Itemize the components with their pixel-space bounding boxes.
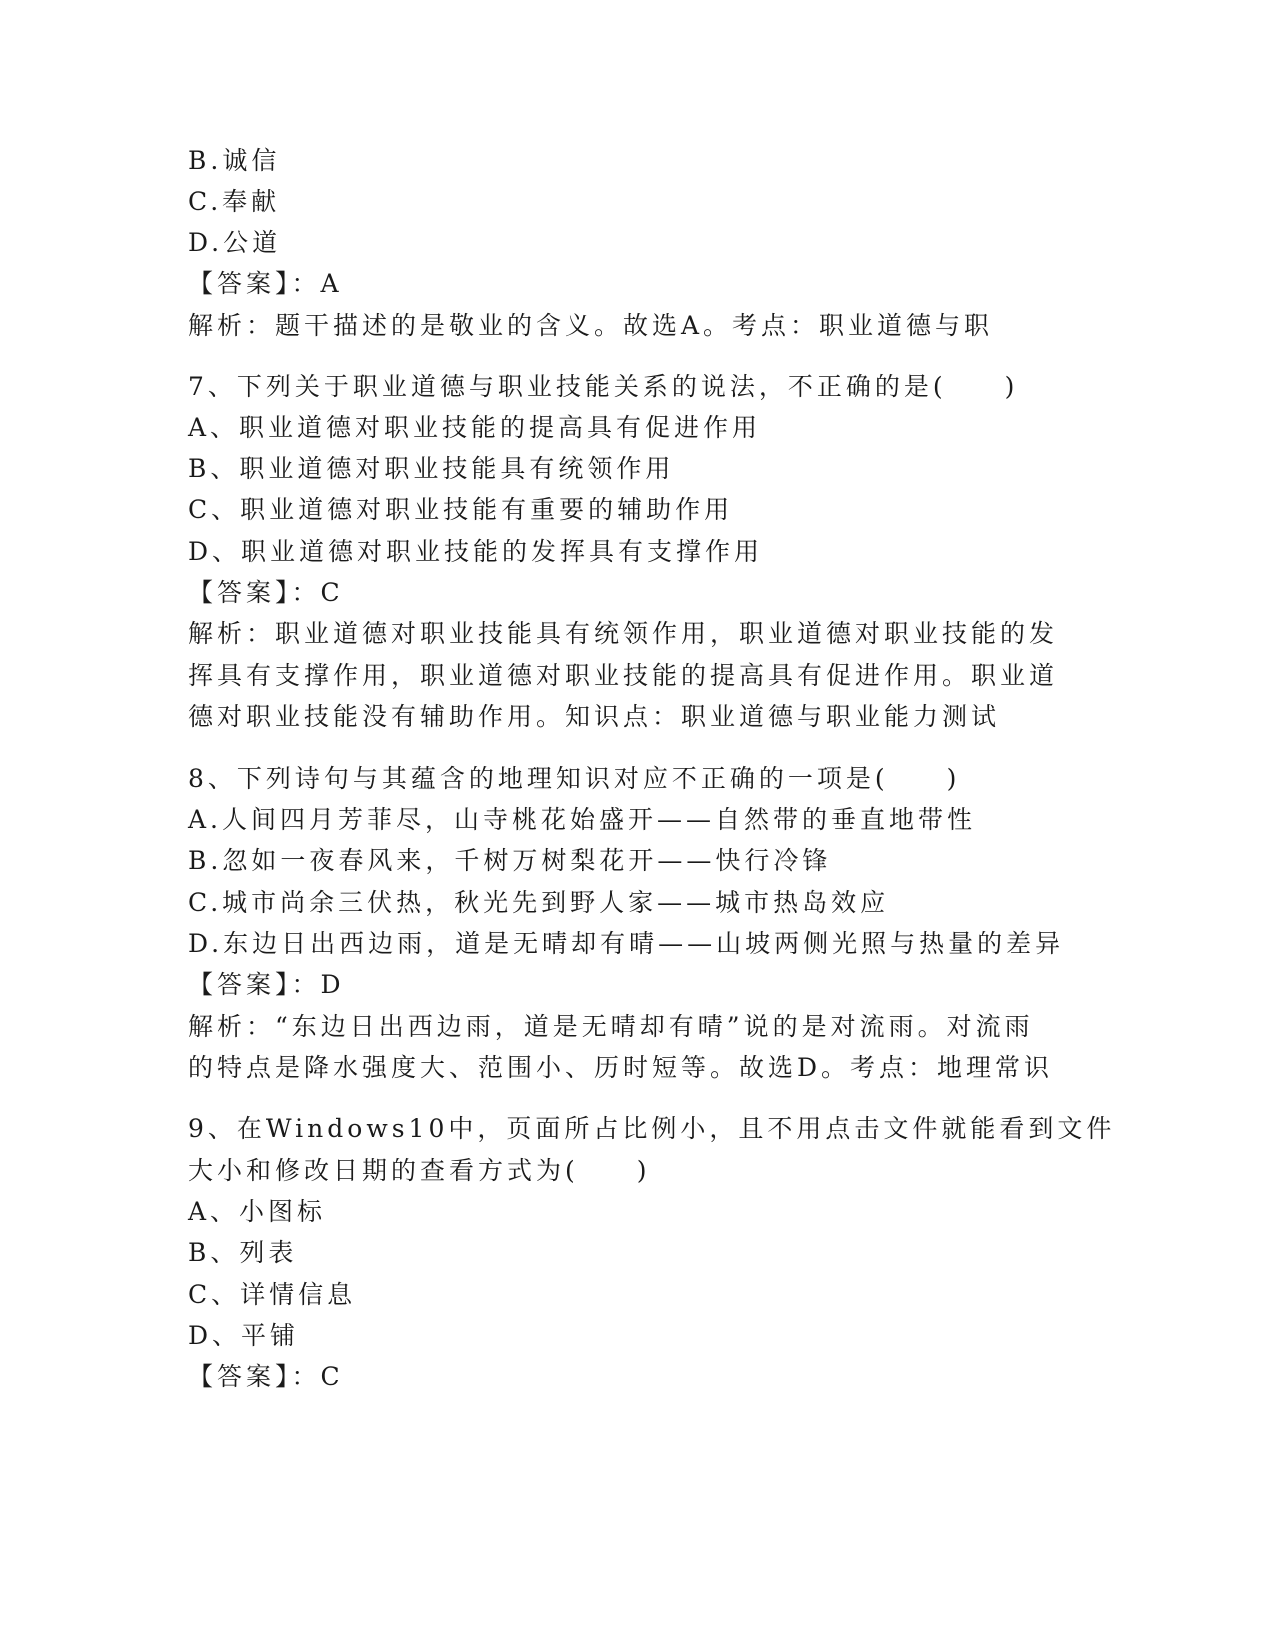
q7-analysis-line: 挥具有支撑作用，职业道德对职业技能的提高具有促进作用。职业道 — [188, 661, 1059, 690]
q7-option-b: B、职业道德对职业技能具有统领作用 — [188, 454, 675, 483]
q7-question: 7、下列关于职业道德与职业技能关系的说法，不正确的是( ) — [188, 372, 1019, 401]
q6-answer: 【答案】：A — [188, 269, 343, 298]
q8-option-a: A.人间四月芳菲尽，山寺桃花始盛开——自然带的垂直地带性 — [188, 805, 977, 834]
q8-option-d: D.东边日出西边雨，道是无晴却有晴——山坡两侧光照与热量的差异 — [188, 929, 1065, 958]
q7-option-d: D、职业道德对职业技能的发挥具有支撑作用 — [188, 537, 764, 566]
q9-answer: 【答案】：C — [188, 1362, 344, 1391]
q7-answer: 【答案】：C — [188, 578, 344, 607]
q9-option-b: B、列表 — [188, 1238, 298, 1267]
q9-option-c: C、详情信息 — [188, 1280, 357, 1309]
q9-question: 9、在Windows10中，页面所占比例小，且不用点击文件就能看到文件 — [188, 1114, 1116, 1143]
q8-answer: 【答案】：D — [188, 970, 345, 999]
q6-option-b: B.诚信 — [188, 146, 281, 175]
q8-option-c: C.城市尚余三伏热，秋光先到野人家——城市热岛效应 — [188, 888, 890, 917]
q6-option-d: D.公道 — [188, 228, 282, 257]
q8-analysis-line: 的特点是降水强度大、范围小、历时短等。故选D。考点：地理常识 — [188, 1053, 1054, 1082]
q8-question: 8、下列诗句与其蕴含的地理知识对应不正确的一项是( ) — [188, 764, 961, 793]
q9-question: 大小和修改日期的查看方式为( ) — [188, 1156, 651, 1185]
q8-option-b: B.忽如一夜春风来，千树万树梨花开——快行冷锋 — [188, 846, 832, 875]
q7-analysis-line: 德对职业技能没有辅助作用。知识点：职业道德与职业能力测试 — [188, 702, 1001, 731]
q7-option-a: A、职业道德对职业技能的提高具有促进作用 — [188, 413, 762, 442]
q7-analysis-line: 解析：职业道德对职业技能具有统领作用，职业道德对职业技能的发 — [188, 619, 1059, 648]
q8-analysis-line: 解析：“东边日出西边雨，道是无晴却有晴”说的是对流雨。对流雨 — [188, 1012, 1034, 1041]
q9-option-a: A、小图标 — [188, 1197, 327, 1226]
q7-option-c: C、职业道德对职业技能有重要的辅助作用 — [188, 495, 734, 524]
q6-option-c: C.奉献 — [188, 187, 281, 216]
q6-analysis-line: 解析：题干描述的是敬业的含义。故选A。考点：职业道德与职 — [188, 311, 994, 340]
q9-option-d: D、平铺 — [188, 1321, 300, 1350]
